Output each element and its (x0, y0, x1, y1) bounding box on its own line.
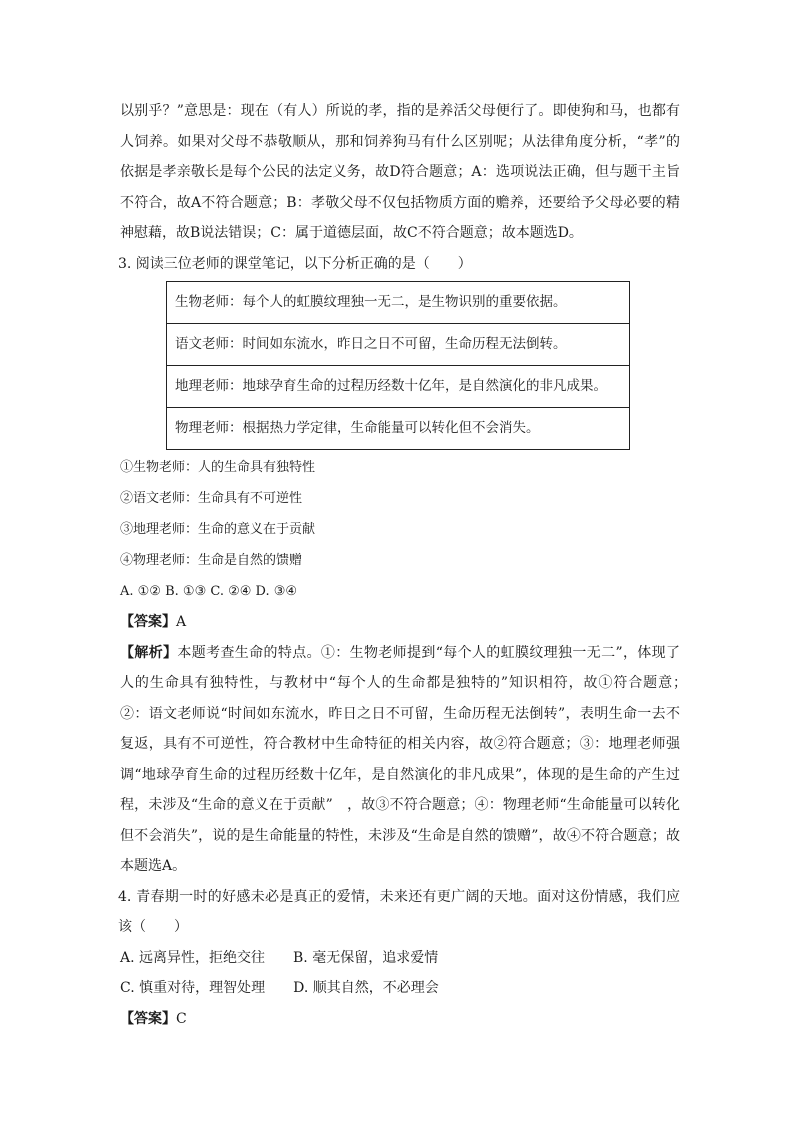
statement-2: ②语文老师：生命具有不可逆性 (120, 491, 303, 506)
question-3-answer (120, 607, 680, 638)
answer-value: A (176, 614, 187, 630)
question-3-stem: 3. 阅读三位老师的课堂笔记，以下分析正确的是（ ） (118, 255, 472, 272)
question-3-options: A. ①② B. ①③ C. ②④ D. ③④ (120, 584, 298, 599)
table-row (167, 408, 630, 450)
answer-value: C (176, 1010, 187, 1027)
previous-analysis-text: 以别乎？”意思是：现在（有人）所说的孝，指的是养活父母便行了。即使狗和马，也都有人饲养。如果对父母不恭敬顺从，那和饲养狗马有什么区别呢；从法律角度分析，“孝”的依据是孝亲敬长是每个公民的法定义务，故D符合题意；A：选项说法正确，但与题干主旨不符合，故A不符合题意；B：孝敬父母不仅包括物质方面的赡养，还要给予父母必要的精神慰藉，故B说法错误；C：属于道德层面，故C不符合题意；故本题选D。 (120, 103, 680, 241)
statement-1: ①生物老师：人的生命具有独特性 (120, 460, 316, 475)
statement-4: ④物理老师：生命是自然的馈赠 (120, 553, 303, 568)
analysis-label: 【解析】 (120, 644, 178, 661)
question-4-options-1: A. 远离异性，拒绝交往 B. 毫无保留，追求爱情 (120, 949, 439, 966)
question-4-stem: 4. 青春期一时的好感未必是真正的爱情，未来还有更广阔的天地。面对这份情感，我们应该（ ） (118, 888, 680, 935)
table-row (167, 366, 630, 408)
page-content (118, 96, 694, 1034)
question-4-options-2: C. 慎重对待，理智处理 D. 顺其自然，不必理会 (120, 980, 439, 996)
analysis-text: 本题考查生命的特点。①：生物老师提到“每个人的虹膜纹理独一无二”，体现了人的生命具有独特性，与教材中“每个人的生命都是独特的”知识相符，故①符合题意； ②：语文老师说“时间如东流水，昨日之日不可留，生命历程无法倒转”，表明生命一去不复返，具有不可逆性，符合教材中生命特征的相关内容，故②符合题意；③：地理老师强调“地球孕育生命的过程历经数十亿年，是自然演化的非凡成果”，体现的是生命的产生过程，未涉及“生命的意义在于贡献” ，故③不符合题意；④：物理老师“生命能量可以转化但不会消失”，说的是生命能量的特性，未涉及“生命是自然的馈赠”，故④不符合题意；故本题选A。 (120, 644, 694, 874)
chinese-note: 语文老师：时间如东流水，昨日之日不可留，生命历程无法倒转。 (167, 324, 630, 366)
table-row (167, 324, 630, 366)
teacher-notes-table (166, 281, 630, 450)
geography-note: 地理老师：地球孕育生命的过程历经数十亿年，是自然演化的非凡成果。 (167, 366, 630, 408)
table-row (167, 282, 630, 324)
physics-note: 物理老师：根据热力学定律，生命能量可以转化但不会消失。 (167, 408, 630, 450)
answer-label: 【答案】 (120, 614, 176, 630)
biology-note: 生物老师：每个人的虹膜纹理独一无二，是生物识别的重要依据。 (167, 282, 630, 324)
answer-label: 【答案】 (120, 1010, 176, 1027)
statement-3: ③地理老师：生命的意义在于贡献 (120, 522, 316, 537)
question-4-answer (120, 1004, 680, 1035)
question-3-analysis (120, 638, 694, 882)
